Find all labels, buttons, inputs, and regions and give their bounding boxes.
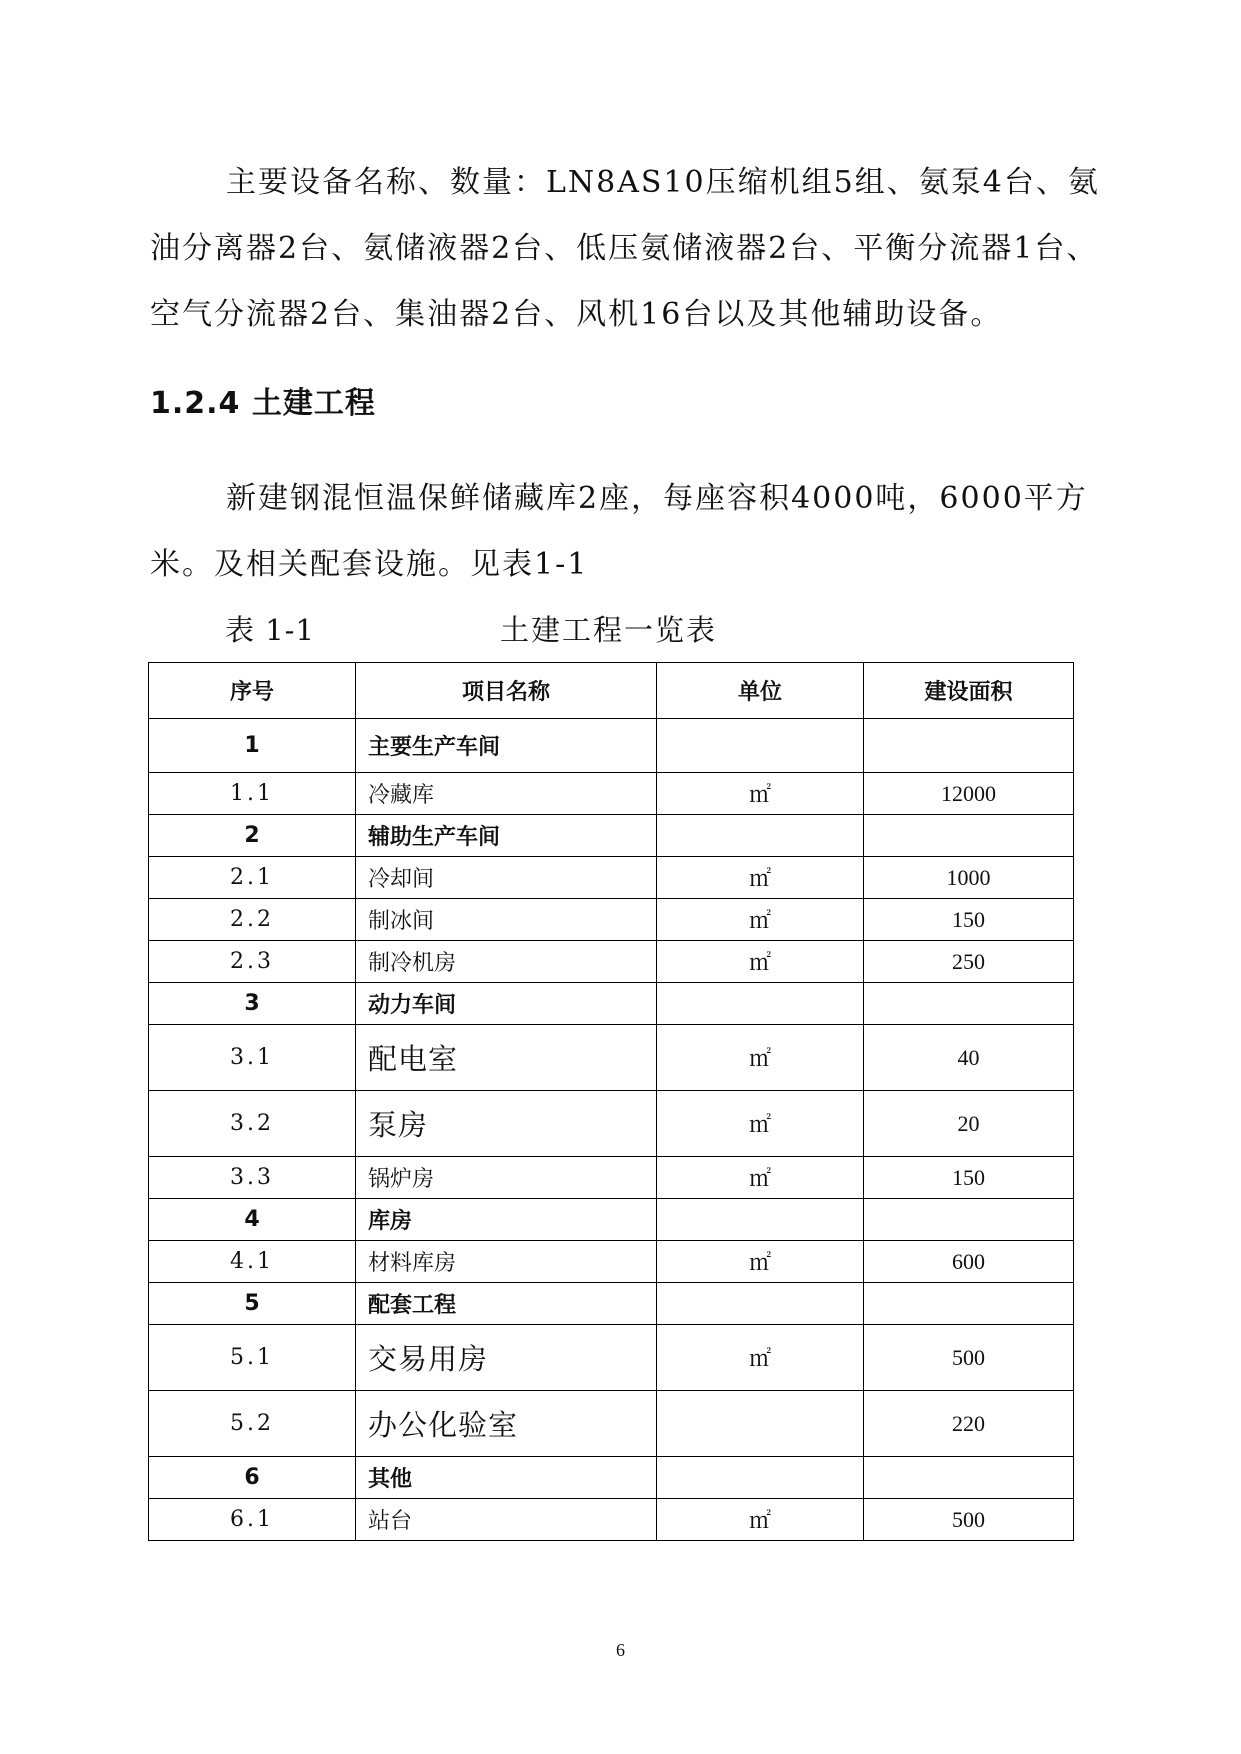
item-area: 150 <box>864 1157 1074 1199</box>
table-row <box>149 857 1074 899</box>
item-unit: ㎡ <box>657 899 864 941</box>
item-name: 冷藏库 <box>356 773 657 815</box>
item-area: 500 <box>864 1325 1074 1391</box>
empty-cell <box>864 1457 1074 1499</box>
item-name: 泵房 <box>356 1091 657 1157</box>
empty-cell <box>657 1283 864 1325</box>
civil-paragraph <box>150 466 1100 598</box>
equipment-paragraph <box>150 150 1100 348</box>
item-area: 1000 <box>864 857 1074 899</box>
section-number: 1 <box>149 719 356 773</box>
item-number: 3.2 <box>149 1091 356 1157</box>
item-name: 冷却间 <box>356 857 657 899</box>
table-caption-title: 土建工程一览表 <box>500 613 718 647</box>
empty-cell <box>657 1457 864 1499</box>
item-name: 办公化验室 <box>356 1391 657 1457</box>
table-row <box>149 941 1074 983</box>
section-number: 4 <box>149 1199 356 1241</box>
section-heading: 1.2.4 土建工程 <box>150 386 376 421</box>
item-number: 3.1 <box>149 1025 356 1091</box>
item-area: 600 <box>864 1241 1074 1283</box>
item-number: 2.1 <box>149 857 356 899</box>
section-name: 辅助生产车间 <box>356 815 657 857</box>
item-number: 2.3 <box>149 941 356 983</box>
item-number: 4.1 <box>149 1241 356 1283</box>
section-row <box>149 815 1074 857</box>
item-unit <box>657 1391 864 1457</box>
empty-cell <box>864 1199 1074 1241</box>
table-row <box>149 1091 1074 1157</box>
item-area: 12000 <box>864 773 1074 815</box>
section-name: 其他 <box>356 1457 657 1499</box>
item-area: 500 <box>864 1499 1074 1541</box>
empty-cell <box>657 719 864 773</box>
empty-cell <box>864 719 1074 773</box>
item-name: 制冰间 <box>356 899 657 941</box>
item-number: 6.1 <box>149 1499 356 1541</box>
item-area: 150 <box>864 899 1074 941</box>
item-unit: ㎡ <box>657 1025 864 1091</box>
section-name: 动力车间 <box>356 983 657 1025</box>
item-unit: ㎡ <box>657 941 864 983</box>
table-row <box>149 1391 1074 1457</box>
header-cell: 项目名称 <box>356 663 657 719</box>
item-name: 交易用房 <box>356 1325 657 1391</box>
section-name: 库房 <box>356 1199 657 1241</box>
item-number: 5.1 <box>149 1325 356 1391</box>
empty-cell <box>864 815 1074 857</box>
item-unit: ㎡ <box>657 1157 864 1199</box>
header-cell: 建设面积 <box>864 663 1074 719</box>
empty-cell <box>657 815 864 857</box>
item-name: 配电室 <box>356 1025 657 1091</box>
empty-cell <box>864 1283 1074 1325</box>
item-area: 20 <box>864 1091 1074 1157</box>
item-area: 40 <box>864 1025 1074 1091</box>
section-name: 主要生产车间 <box>356 719 657 773</box>
item-name: 站台 <box>356 1499 657 1541</box>
section-row <box>149 719 1074 773</box>
section-row <box>149 1283 1074 1325</box>
section-number: 6 <box>149 1457 356 1499</box>
section-row <box>149 1457 1074 1499</box>
item-area: 250 <box>864 941 1074 983</box>
item-number: 1.1 <box>149 773 356 815</box>
empty-cell <box>864 983 1074 1025</box>
item-unit: ㎡ <box>657 857 864 899</box>
equipment-text: 主要设备名称、数量：LN8AS10压缩机组5组、氨泵4台、氨油分离器2台、氨储液器2台、低压氨储液器2台、平衡分流器1台、空气分流器2台、集油器2台、风机16台以及其他辅助设备。 <box>150 165 1100 332</box>
item-unit: ㎡ <box>657 1325 864 1391</box>
section-number: 3 <box>149 983 356 1025</box>
section-row <box>149 983 1074 1025</box>
table-row <box>149 773 1074 815</box>
table-row <box>149 1241 1074 1283</box>
empty-cell <box>657 1199 864 1241</box>
section-row <box>149 1199 1074 1241</box>
civil-text: 新建钢混恒温保鲜储藏库2座，每座容积4000吨，6000平方米。及相关配套设施。见表1-1 <box>150 481 1088 582</box>
item-unit: ㎡ <box>657 1091 864 1157</box>
header-cell: 单位 <box>657 663 864 719</box>
section-name: 配套工程 <box>356 1283 657 1325</box>
item-name: 材料库房 <box>356 1241 657 1283</box>
item-unit: ㎡ <box>657 773 864 815</box>
table-row <box>149 899 1074 941</box>
header-cell: 序号 <box>149 663 356 719</box>
item-number: 5.2 <box>149 1391 356 1457</box>
page-number: 6 <box>616 1640 625 1660</box>
table-row <box>149 1325 1074 1391</box>
table-header-row <box>149 663 1074 719</box>
item-unit: ㎡ <box>657 1241 864 1283</box>
table-row <box>149 1499 1074 1541</box>
empty-cell <box>657 983 864 1025</box>
item-unit: ㎡ <box>657 1499 864 1541</box>
table-caption-number: 表 1-1 <box>225 613 315 647</box>
table-row <box>149 1157 1074 1199</box>
section-number: 2 <box>149 815 356 857</box>
table-row <box>149 1025 1074 1091</box>
item-name: 锅炉房 <box>356 1157 657 1199</box>
item-number: 3.3 <box>149 1157 356 1199</box>
item-name: 制冷机房 <box>356 941 657 983</box>
item-area: 220 <box>864 1391 1074 1457</box>
civil-works-table <box>148 662 1074 1541</box>
item-number: 2.2 <box>149 899 356 941</box>
section-number: 5 <box>149 1283 356 1325</box>
